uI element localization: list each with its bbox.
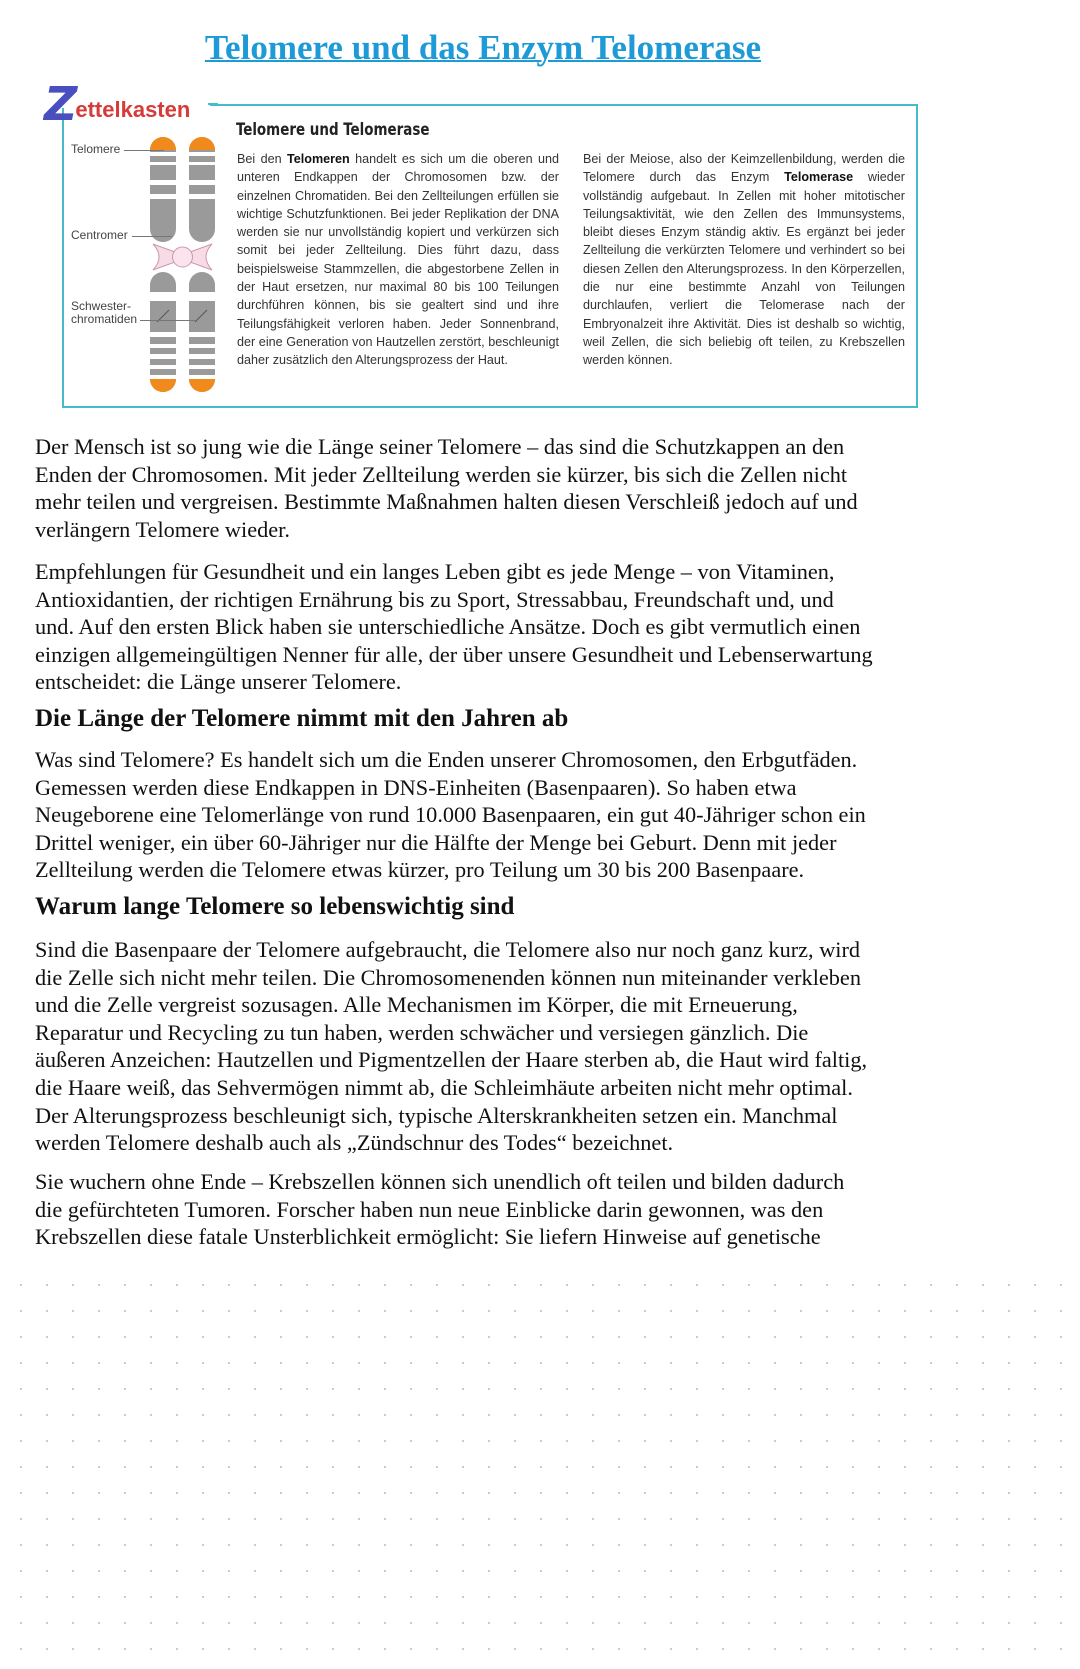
heading-length: Die Länge der Telomere nimmt mit den Jahren ab — [35, 705, 569, 732]
zettelkasten-logo — [44, 77, 191, 131]
zettelkasten-heading: Telomere und Telomerase — [236, 120, 430, 140]
paragraph-importance: Sind die Basenpaare der Telomere aufgebraucht, die Telomere also nur noch ganz kurz, wird die Zelle sich nicht mehr teilen. Die Chromosomenenden können nun miteinander verkleben und die Zelle vergreist sozusagen. Alle Mechanismen im Körper, die mit Erneuerung, Reparatur und Recycling zu tun haben, werden schwächer und versiegen gänzlich. Die äußeren Anzeichen: Hautzellen und Pigmentzellen der Haare sterben ab, die Haut wird faltig, die Haare weiß, das Sehvermögen nimmt ab, die Schleimhäute arbeiten nicht mehr optimal. Der Alterungsprozess beschleunigt sich, typische Alterskrankheiten setzen ein. Manchmal werden Telomere deshalb auch als „Zündschnur des Todes“ bezeichnet. — [35, 937, 868, 1156]
zettelkasten-col-left: Bei den Telomeren handelt es sich um die oberen und unteren Endkappen der Chromosomen bzw. der einzelnen Chromatiden. Bei den Zellteilungen erfüllen sie wichtige Schutzfunktionen. Bei jeder Replikation der DNA werden sie nur unvollständig kopiert und verkürzen sich somit bei jeder Zellteilung. Dies führt dazu, dass beispielsweise Stammzellen, die abgestorbene Zellen in der Haut ersetzen, nur maximal 80 bis 100 Teilungen durchführen können, bis sie gealtert sind und ihre Teilungsfähigkeit verloren haben. Jeder Sonnenbrand, der eine Generation von Hautzellen zerstört, beschleunigt daher zusätzlich den Alterungsprozess der Haut. — [237, 152, 559, 368]
label-centromer: Centromer — [71, 228, 128, 242]
zettelkasten-col-right: Bei der Meiose, also der Keimzellenbildung, werden die Telomere durch das Enzym Telomerase wieder vollständig aufgebaut. In Zellen mit hoher mitotischer Teilungsaktivität, wie den Zellen des Immunsystems, bleibt dieses Enzym ständig aktiv. Es ergänzt bei jeder Zellteilung die verkürzten Telomere und verhindert so bei diesen Zellen den Alterungsprozess. In den Körperzellen, die nur eine bestimmte Anzahl von Teilungen durchlaufen, verliert die Telomerase nach der Embryonalzeit ihre Aktivität. Dies ist deshalb so wichtig, weil Zellen, die sich beliebig oft teilen, zu Krebszellen werden können. — [583, 152, 905, 368]
paragraph-recommendations: Empfehlungen für Gesundheit und ein langes Leben gibt es jede Menge – von Vitaminen, Antioxidantien, der richtigen Ernährung bis zu Sport, Stressabbau, Freundschaft und, und und. Auf den ersten Blick haben sie unterschiedliche Ansätze. Doch es gibt vermutlich einen einzigen allgemeingültigen Nenner für alle, der über unsere Gesundheit und Lebenserwartung entscheidet: die Länge unserer Telomere. — [35, 559, 873, 695]
heading-importance: Warum lange Telomere so lebenswichtig sind — [35, 893, 515, 920]
label-telomere: Telomere — [71, 142, 121, 156]
paragraph-what-are-telomeres: Was sind Telomere? Es handelt sich um die Enden unserer Chromosomen, den Erbgutfäden. Gemessen werden diese Endkappen in DNS-Einheiten (Basenpaaren). So haben etwa Neugeborene eine Telomerlänge von rund 10.000 Basenpaaren, ein gut 40-Jähriger schon ein Drittel weniger, ein über 60-Jähriger nur die Hälfte der Menge bei Geburt. Denn mit jeder Zellteilung werden die Telomere etwas kürzer, pro Teilung um 30 bis 200 Basenpaare. — [35, 747, 866, 883]
paragraph-cancer: Sie wuchern ohne Ende – Krebszellen können sich unendlich oft teilen und bilden dadurch die gefürchteten Tumoren. Forscher haben nun neue Einblicke darin gewonnen, was den Krebszellen diese fatale Unsterblichkeit ermöglicht: Sie liefern Hinweise auf genetische — [35, 1169, 845, 1250]
paragraph-intro: Der Mensch ist so jung wie die Länge seiner Telomere – das sind die Schutzkappen an den Enden der Chromosomen. Mit jeder Zellteilung werden sie kürzer, bis sich die Zellen nicht mehr teilen und vergreisen. Bestimmte Maßnahmen halten diesen Verschleiß jedoch auf und verlängern Telomere wieder. — [35, 434, 858, 542]
chromosome-diagram — [145, 132, 220, 397]
label-chromatiden: chromatiden — [71, 312, 138, 326]
page-title: Telomere und das Enzym Telomerase — [204, 28, 762, 67]
centromere — [153, 244, 212, 270]
label-schwester: Schwester- — [71, 299, 132, 313]
logo-letter: Z — [44, 77, 78, 131]
dotted-background — [0, 1268, 1080, 1669]
logo-word: ettelkasten — [75, 97, 191, 122]
logo-line — [208, 103, 218, 105]
